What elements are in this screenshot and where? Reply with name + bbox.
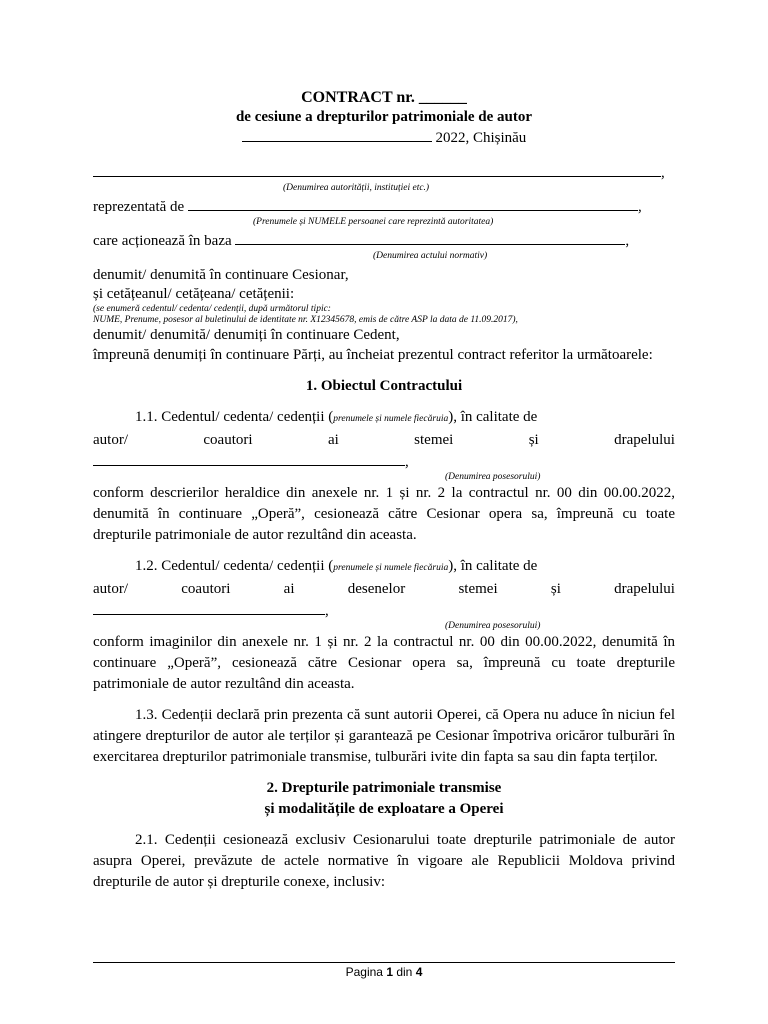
- page-label: Pagina: [345, 965, 383, 979]
- p11-intro: [93, 407, 675, 430]
- acting-line: care acționează în baza ,: [93, 230, 675, 251]
- citizen-label: și cetățeanul/ cetățeana/ cetățenii:: [93, 286, 295, 302]
- p12-word: desenelor: [347, 581, 406, 597]
- section2-heading-line2: și modalitățile de exploatare a Operei: [264, 801, 504, 817]
- p11-word: drapelului: [614, 432, 675, 448]
- p12-intro: [93, 556, 675, 579]
- date-suffix: 2022, Chișinău: [431, 130, 527, 146]
- example-hint: NUME, Prenume, posesor al buletinului de identitate nr. X12345678, emis de către ASP la data de 11.09.2017),: [93, 315, 518, 325]
- p12-possessor-line: ,: [93, 600, 675, 621]
- p12-word: stemei: [458, 581, 498, 597]
- page-footer: [93, 965, 675, 979]
- section2-heading-line1: 2. Drepturile patrimoniale transmise: [266, 780, 502, 796]
- authority-hint: (Denumirea autorității, instituției etc.): [283, 183, 430, 193]
- p21: 2.1. Cedenții cesionează exclusiv Cesionarului toate drepturile patrimoniale de autor asupra Operei, prevăzute de actele normative în vigoare ale Republicii Moldova privind drepturile de autor și drepturile conexe, inclusiv:: [93, 832, 675, 890]
- p13: 1.3. Cedenții declară prin prezenta că sunt autorii Operei, că Opera nu aduce în niciun fel atingere drepturilor de autor ale terților și garantează pe Cesionar împotriva oricăror tulburări în exercitarea drepturilor patrimoniale transmise, tulburări ivite din fapta sa sau din fapta terților.: [93, 707, 675, 765]
- enum-hint: (se enumeră cedentul/ cedenta/ cedenții, după următorul tipic:: [93, 304, 331, 314]
- acting-blank: [235, 230, 625, 245]
- p11-hint: prenumele și numele fiecăruia: [333, 414, 449, 424]
- p12-word: autor/: [93, 581, 128, 597]
- footer-divider: [93, 962, 675, 963]
- represented-hint: (Prenumele și NUMELE persoanei care reprezintă autoritatea): [253, 217, 494, 227]
- p12-possessor-hint: (Denumirea posesorului): [445, 621, 541, 631]
- p12-start: 1.2. Cedentul/ cedenta/ cedenții (: [135, 558, 334, 574]
- p11-word: și: [528, 432, 539, 448]
- p12-word: ai: [283, 581, 295, 597]
- p11-word: ai: [327, 432, 339, 448]
- p12-end: ), în calitate de: [448, 558, 538, 574]
- authority-blank: [93, 162, 661, 177]
- p11-word: autor/: [93, 432, 128, 448]
- p12-word: și: [550, 581, 561, 597]
- represented-line: reprezentată de ,: [93, 196, 675, 217]
- contract-subtitle: de cesiune a drepturilor patrimoniale de autor: [235, 109, 533, 125]
- p11-end: ), în calitate de: [448, 409, 538, 425]
- named-cedent: denumit/ denumită/ denumiți în continuare Cedent,: [93, 327, 400, 343]
- p11-possessor-line: ,: [93, 451, 675, 472]
- date-blank: [242, 127, 432, 142]
- p12-possessor-blank: [93, 600, 325, 615]
- p11-rest: conform descrierilor heraldice din anexele nr. 1 și nr. 2 la contractul nr. 00 din 00.00.2022, denumită în continuare „Operă”, cesionează către Cesionar opera sa, împreună cu toate drepturile patrimoniale de autor rezultând din aceasta.: [93, 485, 675, 543]
- acting-hint: (Denumirea actului normativ): [373, 251, 488, 261]
- p12-hint: prenumele și numele fiecăruia: [333, 563, 449, 573]
- p11-words-line: [93, 430, 675, 451]
- contract-page: [93, 88, 675, 893]
- section1-heading: 1. Obiectul Contractului: [305, 378, 463, 394]
- contract-dateline: [93, 127, 675, 148]
- page-number: 1: [386, 965, 393, 979]
- p12-words-line: [93, 579, 675, 600]
- acting-label: care acționează în baza: [93, 233, 232, 249]
- p11-possessor-blank: [93, 451, 405, 466]
- p11-word: stemei: [414, 432, 454, 448]
- p11-possessor-hint: (Denumirea posesorului): [445, 472, 541, 482]
- page-total: 4: [415, 965, 423, 979]
- parties-together: împreună denumiți în continuare Părți, au încheiat prezentul contract referitor la următoarele:: [93, 347, 653, 363]
- authority-line: ,: [93, 162, 675, 183]
- represented-blank: [188, 196, 638, 211]
- p11-start: 1.1. Cedentul/ cedenta/ cedenții (: [135, 409, 334, 425]
- p12-rest: conform imaginilor din anexele nr. 1 și nr. 2 la contractul nr. 00 din 00.00.2022, denumită în continuare „Operă”, cesionează către Cesionar opera sa, împreună cu toate drepturile patrimoniale de autor rezultând din aceasta.: [93, 634, 675, 692]
- p11-word: coautori: [203, 432, 253, 448]
- named-cesionar: denumit/ denumită în continuare Cesionar,: [93, 267, 349, 283]
- contract-title: CONTRACT nr. ______: [301, 89, 467, 106]
- p12-word: drapelului: [614, 581, 675, 597]
- p12-word: coautori: [181, 581, 231, 597]
- of-label: din: [396, 965, 413, 979]
- represented-label: reprezentată de: [93, 199, 185, 215]
